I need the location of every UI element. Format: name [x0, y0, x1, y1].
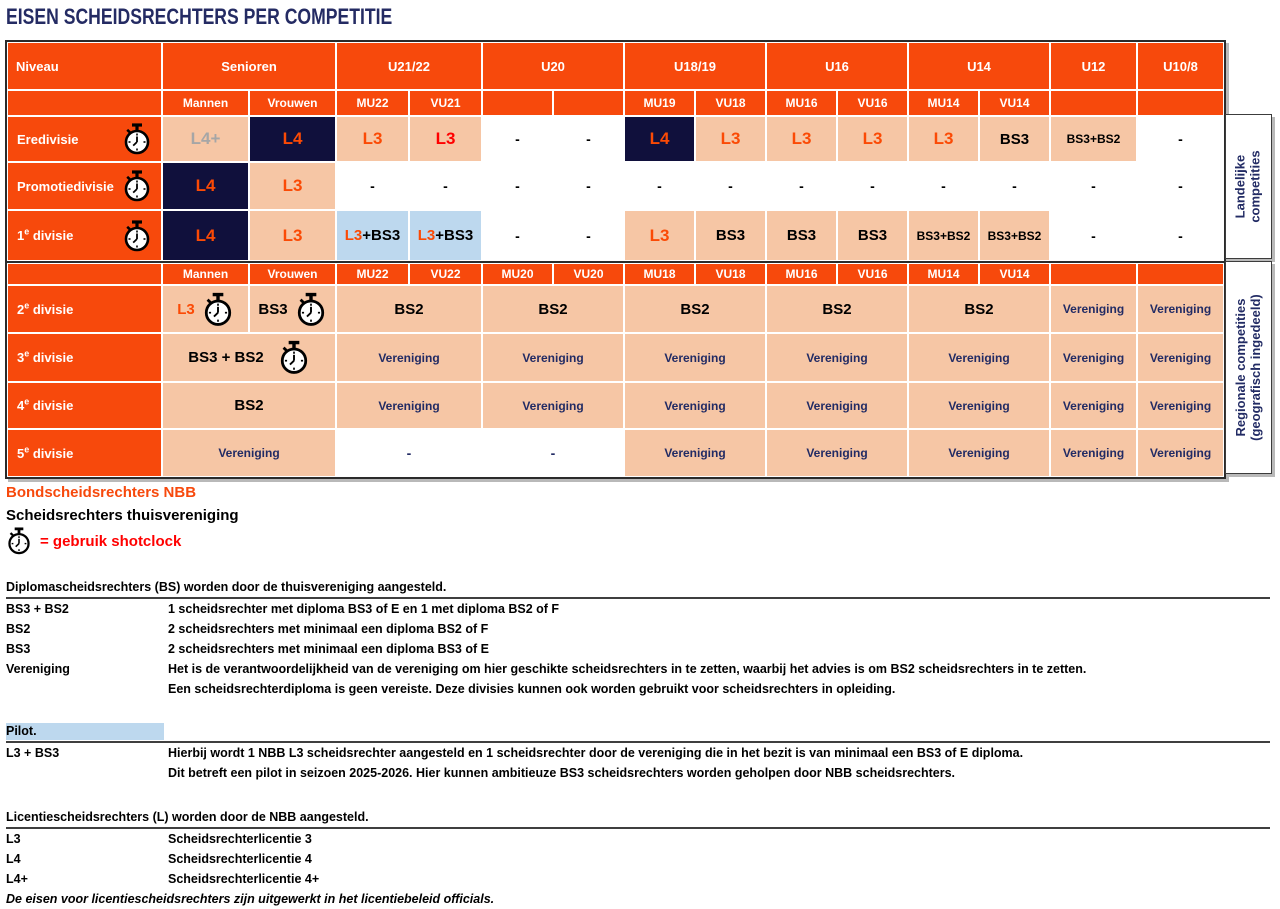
table-cell: - [979, 162, 1050, 210]
section-row [6, 763, 1270, 783]
section-desc: 1 scheidsrechter met diploma BS3 of E en 1 met diploma BS2 of F [168, 602, 560, 616]
shotclock-icon [122, 220, 152, 252]
table-cell: - [1137, 162, 1224, 210]
section-term: L4+ [6, 872, 28, 886]
table-cell: L4 [249, 116, 336, 162]
subheader-cell: MU14 [908, 263, 979, 285]
table-cell: - [624, 162, 695, 210]
shotclock-icon [202, 292, 234, 327]
subheader-cell: VU18 [695, 90, 766, 116]
section-row [6, 849, 1270, 869]
section-row [6, 869, 1270, 889]
subheader-cell [553, 90, 624, 116]
section-desc: Scheidsrechterlicentie 4+ [168, 872, 320, 886]
table-cell: Vereniging [624, 333, 766, 382]
table-cell: L3 [249, 162, 336, 210]
legend-item: Bondscheidsrechters NBB [6, 484, 197, 501]
header-group-cell: U16 [766, 42, 908, 90]
header-group-cell: U18/19 [624, 42, 766, 90]
shotclock-icon [278, 340, 310, 375]
subheader-cell: VU18 [695, 263, 766, 285]
subheader-cell [1137, 263, 1224, 285]
header-group-cell: U12 [1050, 42, 1137, 90]
table-cell: - [766, 162, 837, 210]
page-title: EISEN SCHEIDSRECHTERS PER COMPETITIE [6, 4, 393, 29]
table-cell: L3 [409, 116, 482, 162]
table-cell: BS3 + BS2 [162, 333, 336, 382]
section-row [6, 619, 1270, 639]
table-cell: - [336, 162, 409, 210]
table-cell: - [482, 210, 553, 261]
section-footer: De eisen voor licentiescheidsrechters zijn uitgewerkt in het licentiebeleid officials. [6, 892, 495, 906]
header-group-cell: U21/22 [336, 42, 482, 90]
table-cell: Vereniging [766, 382, 908, 429]
header-group-cell: U14 [908, 42, 1050, 90]
table-cell: Vereniging [624, 429, 766, 477]
row-label [7, 210, 162, 261]
shotclock-icon [122, 123, 152, 155]
table-cell: L3 [624, 210, 695, 261]
section-row [6, 743, 1270, 763]
table-cell: BS2 [336, 285, 482, 333]
table-cell: Vereniging [1137, 333, 1224, 382]
table-cell: - [1137, 210, 1224, 261]
section-term: BS3 + BS2 [6, 602, 69, 616]
table-cell: BS3+BS2 [1050, 116, 1137, 162]
table-cell: L4 [162, 210, 249, 261]
section-term: L3 + BS3 [6, 746, 60, 760]
subheader-cell [482, 90, 553, 116]
header-group-cell: Niveau [7, 42, 162, 90]
table-cell: Vereniging [908, 333, 1050, 382]
row-label-text: 5e divisie [17, 444, 74, 461]
section-row [6, 639, 1270, 659]
footnote-sections [6, 579, 1270, 909]
table-cell: L3 [162, 285, 249, 333]
table-cell: Vereniging [766, 333, 908, 382]
side-label-text: Regionale competities (geografisch ingedeeld) [1232, 294, 1263, 441]
pilot-highlight: Pilot. [6, 723, 164, 740]
section-term: BS3 [6, 642, 31, 656]
table-cell: - [553, 162, 624, 210]
table-cell: Vereniging [1050, 382, 1137, 429]
table-cell: Vereniging [482, 333, 624, 382]
shotclock-icon [295, 292, 327, 327]
shotclock-icon [122, 170, 152, 202]
table-cell: BS3 [837, 210, 908, 261]
row-label [7, 429, 162, 477]
row-label [7, 333, 162, 382]
subheader-cell: VU16 [837, 90, 908, 116]
table-cell: Vereniging [1050, 333, 1137, 382]
section-heading: Licentiescheidsrechters (L) worden door de NBB aangesteld. [6, 809, 1270, 829]
table-cell: Vereniging [1050, 429, 1137, 477]
subheader-cell: Vrouwen [249, 90, 336, 116]
table-cell: L3 [336, 116, 409, 162]
subheader-cell [7, 90, 162, 116]
section-row [6, 679, 1270, 699]
table-cell: Vereniging [766, 429, 908, 477]
table-cell: BS2 [766, 285, 908, 333]
subheader-cell: Mannen [162, 263, 249, 285]
section-term: L4 [6, 852, 21, 866]
table-cell: Vereniging [336, 333, 482, 382]
table-cell: - [1050, 162, 1137, 210]
table-cell: - [409, 162, 482, 210]
table-cell: - [908, 162, 979, 210]
side-label-text: Landelijke competities [1232, 150, 1263, 223]
legend [6, 481, 239, 555]
subheader-cell [1050, 263, 1137, 285]
requirements-table [5, 40, 1226, 479]
table-cell: - [695, 162, 766, 210]
table-cell: BS3 [249, 285, 336, 333]
side-label-regionale [1225, 261, 1272, 474]
section-desc: 2 scheidsrechters met minimaal een diploma BS3 of E [168, 642, 489, 656]
table-cell: Vereniging [624, 382, 766, 429]
table-cell: L4+ [162, 116, 249, 162]
side-label-landelijke [1225, 114, 1272, 259]
table-cell: L3 +BS3 [336, 210, 409, 261]
subheader-cell [1137, 90, 1224, 116]
table-cell: BS3+BS2 [908, 210, 979, 261]
table-cell: L3 [837, 116, 908, 162]
subheader-cell: Vrouwen [249, 263, 336, 285]
table-cell: BS3+BS2 [979, 210, 1050, 261]
section-term: Vereniging [6, 662, 70, 676]
section-term: BS2 [6, 622, 31, 636]
table-cell: - [482, 116, 553, 162]
table-cell: L3 [766, 116, 837, 162]
subheader-cell: MU22 [336, 263, 409, 285]
subheader-cell: MU16 [766, 90, 837, 116]
table-cell: - [482, 162, 553, 210]
table-cell: BS3 [766, 210, 837, 261]
table-cell: Vereniging [482, 382, 624, 429]
row-label [7, 382, 162, 429]
header-group-cell: Senioren [162, 42, 336, 90]
shotclock-icon [6, 527, 32, 555]
table-cell: L4 [162, 162, 249, 210]
table-cell: Vereniging [162, 429, 336, 477]
subheader-cell: MU14 [908, 90, 979, 116]
table-cell: BS3 [695, 210, 766, 261]
table-cell: BS3 [979, 116, 1050, 162]
subheader-cell: MU18 [624, 263, 695, 285]
section-desc: Scheidsrechterlicentie 3 [168, 832, 312, 846]
table-cell: L3 [695, 116, 766, 162]
row-label-text: Eredivisie [17, 131, 79, 147]
subheader-cell: VU20 [553, 263, 624, 285]
table-cell: Vereniging [1137, 382, 1224, 429]
table-lower-section [7, 261, 1224, 477]
subheader-cell [1050, 90, 1137, 116]
subheader-cell [7, 263, 162, 285]
section-desc: 2 scheidsrechters met minimaal een diploma BS2 of F [168, 622, 489, 636]
section-desc: Hierbij wordt 1 NBB L3 scheidsrechter aangesteld en 1 scheidsrechter door de vereniging die in het bezit is van minimaal een BS3 of E diploma. [168, 746, 1024, 760]
table-cell: L3 [908, 116, 979, 162]
section-desc: Dit betreft een pilot in seizoen 2025-2026. Hier kunnen ambitieuze BS3 scheidsrechters worden geholpen door NBB scheidsrechters. [168, 766, 956, 780]
row-label [7, 285, 162, 333]
row-label-text: 3e divisie [17, 348, 74, 365]
table-cell: - [837, 162, 908, 210]
subheader-cell: VU14 [979, 263, 1050, 285]
table-cell: Vereniging [1137, 429, 1224, 477]
subheader-cell: MU19 [624, 90, 695, 116]
table-cell: BS2 [624, 285, 766, 333]
subheader-cell: MU16 [766, 263, 837, 285]
section-desc: Het is de verantwoordelijkheid van de vereniging om hier geschikte scheidsrechters in te zetten, waarbij het advies is om BS2 scheidsrechters in te zetten. [168, 662, 1087, 676]
section-desc: Een scheidsrechterdiploma is geen vereiste. Deze divisies kunnen ook worden gebruikt voor scheidsrechters in opleiding. [168, 682, 896, 696]
subheader-cell: VU21 [409, 90, 482, 116]
table-cell: L3 +BS3 [409, 210, 482, 261]
subheader-cell: VU22 [409, 263, 482, 285]
section-term: L3 [6, 832, 21, 846]
section-desc: Scheidsrechterlicentie 4 [168, 852, 312, 866]
table-cell: - [336, 429, 482, 477]
section-heading [6, 723, 1270, 743]
row-label [7, 162, 162, 210]
section-term [6, 763, 168, 783]
table-upper-section [7, 42, 1224, 261]
table-cell: - [482, 429, 624, 477]
table-cell: BS2 [162, 382, 336, 429]
subheader-cell: VU16 [837, 263, 908, 285]
table-cell: - [553, 210, 624, 261]
subheader-cell: VU14 [979, 90, 1050, 116]
header-group-cell: U20 [482, 42, 624, 90]
legend-item: Scheidsrechters thuisvereniging [6, 507, 239, 524]
section-heading: Diplomascheidsrechters (BS) worden door de thuisvereniging aangesteld. [6, 579, 1270, 599]
row-label-text: 1e divisie [17, 226, 74, 243]
table-cell: BS2 [482, 285, 624, 333]
table-cell: Vereniging [336, 382, 482, 429]
section-term [6, 679, 168, 699]
section-row [6, 599, 1270, 619]
header-group-cell: U10/8 [1137, 42, 1224, 90]
table-cell: - [1137, 116, 1224, 162]
table-cell: Vereniging [1137, 285, 1224, 333]
table-cell: L3 [249, 210, 336, 261]
row-label [7, 116, 162, 162]
row-label-text: Promotiedivisie [17, 178, 114, 194]
row-label-text: 4e divisie [17, 396, 74, 413]
subheader-cell: Mannen [162, 90, 249, 116]
legend-item: = gebruik shotclock [6, 527, 239, 555]
table-cell: - [1050, 210, 1137, 261]
table-cell: Vereniging [1050, 285, 1137, 333]
table-cell: - [553, 116, 624, 162]
section-row [6, 659, 1270, 679]
subheader-cell: MU22 [336, 90, 409, 116]
row-label-text: 2e divisie [17, 300, 74, 317]
table-cell: BS2 [908, 285, 1050, 333]
section-row [6, 829, 1270, 849]
table-cell: Vereniging [908, 382, 1050, 429]
table-cell: L4 [624, 116, 695, 162]
table-cell: Vereniging [908, 429, 1050, 477]
subheader-cell: MU20 [482, 263, 553, 285]
